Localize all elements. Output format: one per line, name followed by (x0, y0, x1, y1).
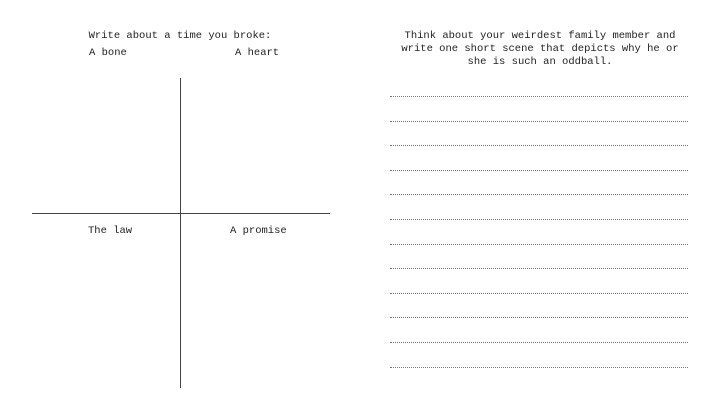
writing-line[interactable] (390, 194, 688, 195)
family-scene-prompt: Think about your weirdest family member and write one short scene that depicts why he or she is such an oddball. (401, 30, 679, 68)
writing-line[interactable] (390, 145, 688, 146)
writing-line[interactable] (390, 244, 688, 245)
writing-line[interactable] (390, 317, 688, 318)
writing-line[interactable] (390, 121, 688, 122)
quadrant-label-bone: A bone (89, 47, 127, 59)
writing-line[interactable] (390, 170, 688, 171)
writing-lines (390, 96, 688, 391)
writing-line[interactable] (390, 342, 688, 343)
writing-line[interactable] (390, 219, 688, 220)
writing-line[interactable] (390, 268, 688, 269)
broke-prompt-title: Write about a time you broke: (88, 30, 272, 42)
horizontal-divider (32, 213, 330, 214)
quadrant-label-law: The law (88, 225, 133, 237)
writing-line[interactable] (390, 367, 688, 368)
writing-line[interactable] (390, 293, 688, 294)
writing-line[interactable] (390, 96, 688, 97)
quadrant-label-heart: A heart (235, 47, 280, 59)
vertical-divider (180, 78, 181, 388)
quadrant-label-promise: A promise (230, 225, 287, 237)
